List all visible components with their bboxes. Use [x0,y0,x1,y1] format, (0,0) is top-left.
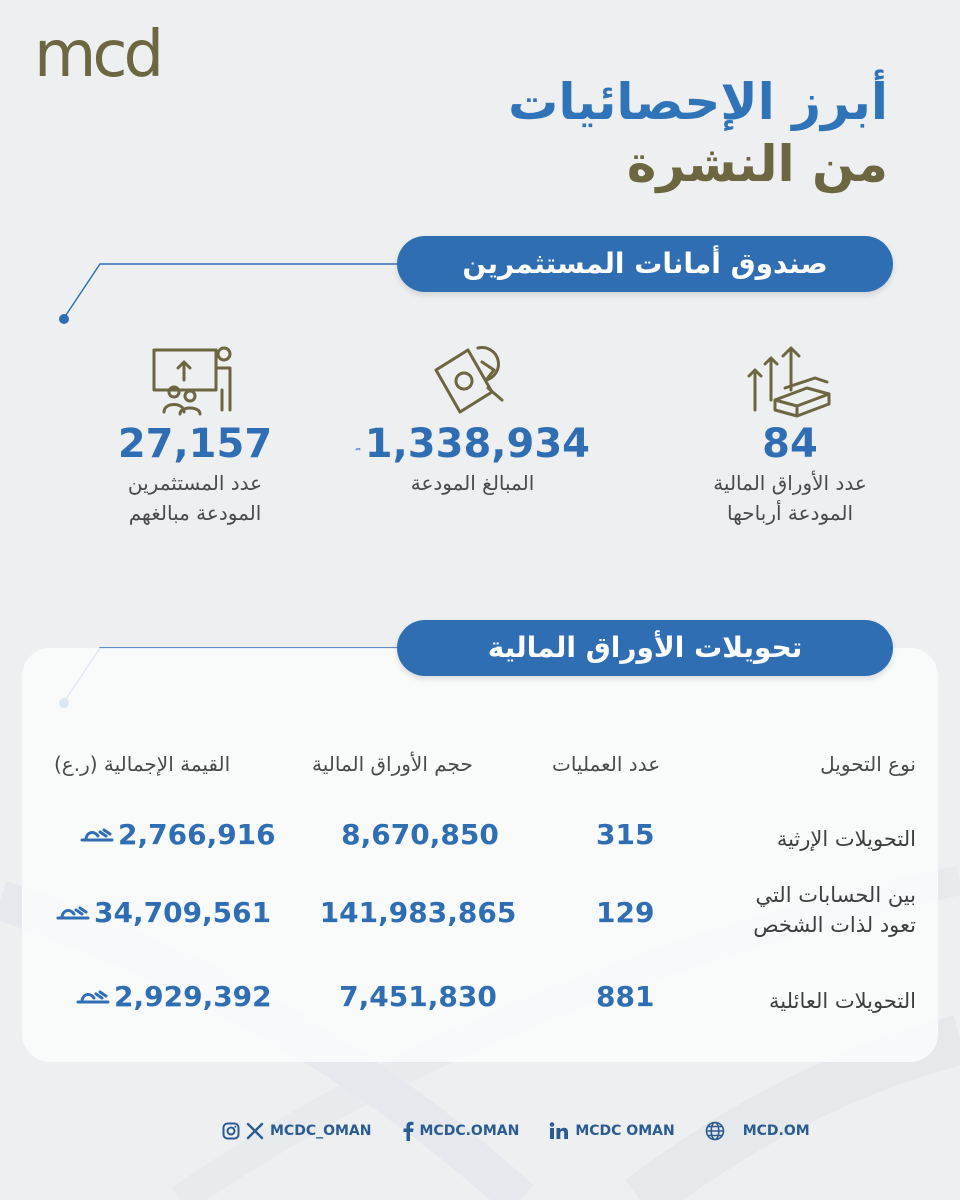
operations-count: 315 [596,818,655,851]
operations-count: 881 [596,980,655,1013]
stat-value: 1,338,934 [364,421,590,467]
stat-label-line2: المودعة أرباحها [726,501,853,525]
stat-securities [690,340,890,528]
stat-label-line2: المودعة مبالغهم [128,501,262,525]
securities-volume: 7,451,830 [339,980,497,1013]
mcd-logo [34,18,184,92]
total-value-text: 2,766,916 [118,818,276,851]
total-value-text: 34,709,561 [94,896,272,929]
transfer-type: التحويلات الإرثية [776,827,916,851]
stat-value: 84 [762,421,818,467]
facebook-handle: MCDC.OMAN [419,1123,520,1139]
linkedin-icon [549,1122,569,1140]
omani-rial-icon [56,904,90,922]
stat-label-line1: عدد المستثمرين [127,471,263,495]
stat-label-line1: عدد الأوراق المالية [713,471,867,495]
section-heading-investors-fund: صندوق أمانات المستثمرين [397,236,893,292]
total-value-text: 2,929,392 [114,980,272,1013]
stat-deposited-amounts [355,340,590,498]
stat-label-line1: المبالغ المودعة [410,471,535,495]
transfer-type: التحويلات العائلية [769,989,916,1013]
column-header-volume: حجم الأوراق المالية [312,752,473,776]
linkedin-handle: MCDC OMAN [575,1123,675,1139]
website-link[interactable] [705,1121,810,1141]
footer-social-links [222,1116,810,1146]
social-x-instagram[interactable] [222,1122,372,1140]
operations-count: 129 [596,896,655,929]
column-header-ops: عدد العمليات [552,752,661,776]
column-header-type: نوع التحويل [820,752,916,776]
logo-text: mcd [34,18,161,92]
social-handle: MCDC_OMAN [270,1123,372,1139]
omani-rial-icon [76,988,110,1006]
money-deposit-icon [428,340,518,420]
stat-value-row [355,420,590,468]
total-value [56,896,271,929]
total-value [76,980,272,1013]
column-header-value: القيمة الإجمالية (ر.ع) [54,752,231,776]
omani-rial-icon [355,440,361,458]
securities-volume: 141,983,865 [319,896,517,929]
transfer-type-line1: بين الحسابات التي [755,883,916,907]
stat-investors [100,340,290,528]
securities-volume: 8,670,850 [341,818,499,851]
facebook-icon [402,1121,414,1141]
page-title-line1: أبرز الإحصائيات [508,73,888,131]
instagram-icon [222,1122,240,1140]
transfer-type-line2: تعود لذات الشخص [753,913,916,937]
social-linkedin[interactable] [549,1122,674,1140]
omani-rial-icon [80,826,114,844]
investors-presentation-icon [150,340,240,420]
securities-growth-icon [745,340,835,420]
stat-value: 27,157 [117,421,273,467]
social-facebook[interactable] [402,1121,520,1141]
page-title-line2: من النشرة [626,135,888,193]
transfer-type [753,880,916,940]
total-value [80,818,276,851]
section-heading-securities-transfers: تحويلات الأوراق المالية [397,620,893,676]
website-url: MCD.OM [742,1123,810,1139]
x-icon [246,1122,264,1140]
globe-icon [705,1121,725,1141]
